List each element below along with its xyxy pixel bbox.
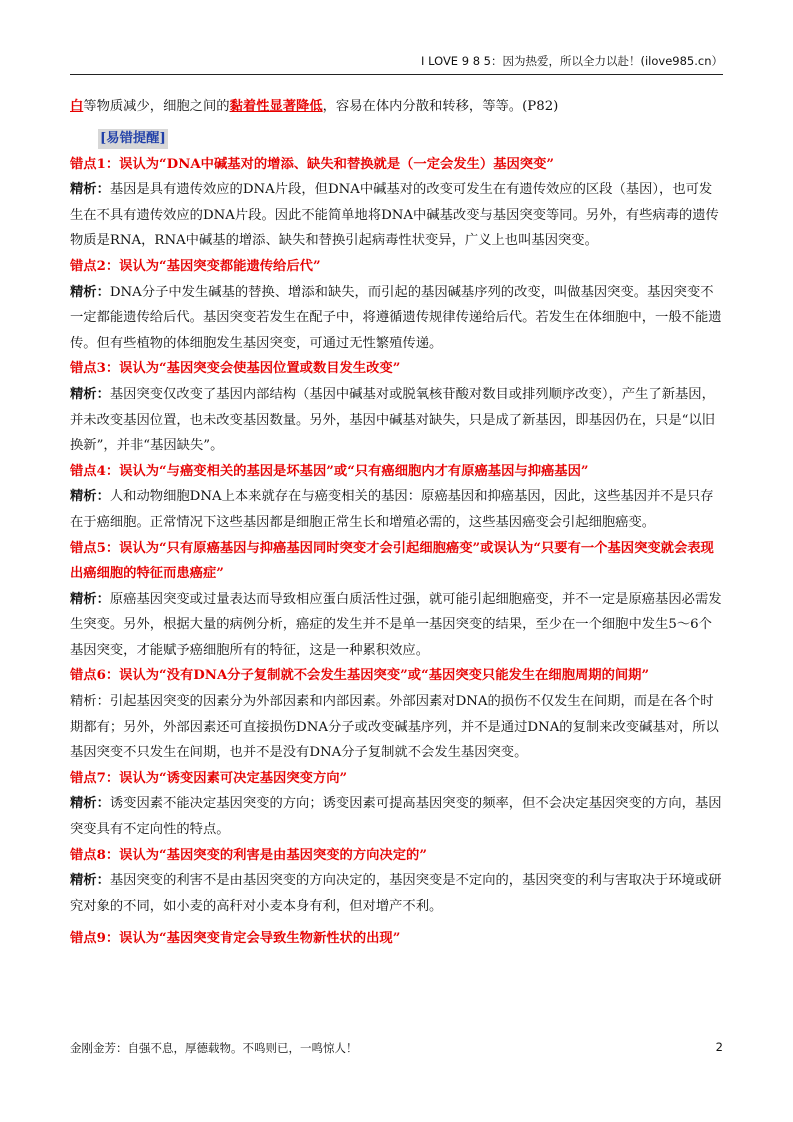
item-heading: 错点7：误认为“诱变因素可决定基因突变方向” [70,770,348,786]
item-label: 精析： [70,489,110,505]
item-label: 精析： [70,873,110,889]
item-label: 精析： [70,182,110,198]
footer-motto: 金刚金芳：自强不息，厚德载物。不鸣则已，一鸣惊人！ [70,1041,358,1055]
item-text: 基因突变仅改变了基因内部结构（基因中碱基对或脱氧核苷酸对数目或排列顺序改变），产生了新基因，并未改变基因位置，也未改变基因数量。另外，基因中碱基对缺失，只是成了新基因，即基因仍在，只是“以旧换新”，并非“基因缺失”。 [70,386,716,454]
intro-highlight-2: 黏着性显著降低 [229,99,323,114]
item-body [70,868,723,919]
item-text: DNA分子中发生碱基的替换、增添和缺失，而引起的基因碱基序列的改变，叫做基因突变。基因突变不一定都能遗传给后代。基因突变若发生在配子中，将遵循遗传规律传递给后代。若发生在体细胞中，一般不能遗传。但有些植物的体细胞发生基因突变，可通过无性繁殖传递。 [70,284,722,351]
intro-highlight-1: 白 [70,99,84,114]
item-text: 引起基因突变的因素分为外部因素和内部因素。外部因素对DNA的损伤不仅发生在间期，而是在各个时期都有；另外，外部因素还可直接损伤DNA分子或改变碱基序列，并不是通过DNA的复制来改变碱基对，所以基因突变不只发生在间期，也并不是没有DNA分子复制就不会发生基因突变。 [70,694,719,761]
item-label: 精析： [70,386,110,402]
item-body [70,791,723,842]
item-heading: 错点5：误认为“只有原癌基因与抑癌基因同时突变才会引起细胞癌变”或误认为“只要有一个基因突变就会表现出癌细胞的特征而患癌症” [70,540,714,582]
intro-paragraph [70,94,723,120]
item-body [70,587,723,664]
item-label: 精析： [70,284,110,300]
item-body [70,280,723,357]
item-label: 精析： [70,694,110,710]
item-text: 基因是具有遗传效应的DNA片段，但DNA中碱基对的改变可发生在有遗传效应的区段（基因），也可发生在不具有遗传效应的DNA片段。因此不能简单地将DNA中碱基改变与基因突变等同。另外，有些病毒的遗传物质是RNA，RNA中碱基的增添、缺失和替换引起病毒性状变异，广义上也叫基因突变。 [70,182,719,249]
item-body [70,382,723,459]
item-text: 诱变因素不能决定基因突变的方向；诱变因素可提高基因突变的频率，但不会决定基因突变的方向，基因突变具有不定向性的特点。 [70,796,722,838]
item-text: 原癌基因突变或过量表达而导致相应蛋白质活性过强，就可能引起细胞癌变，并不一定是原癌基因必需发生突变。另外，根据大量的病例分析，癌症的发生并不是单一基因突变的结果，至少在一个细胞中发生5～6个基因突变，才能赋予癌细胞所有的特征，这是一种累积效应。 [70,591,722,658]
item-heading: 错点3：误认为“基因突变会使基因位置或数目发生改变” [70,361,401,377]
page-footer [70,1040,723,1056]
item-heading: 错点8：误认为“基因突变的利害是由基因突变的方向决定的” [70,847,427,863]
page-number: 2 [715,1040,723,1054]
item-heading: 错点4：误认为“与癌变相关的基因是坏基因”或“只有癌细胞内才有原癌基因与抑癌基因” [70,463,589,479]
item-text: 人和动物细胞DNA上本来就存在与癌变相关的基因：原癌基因和抑癌基因，因此，这些基因并不是只存在于癌细胞。正常情况下这些基因都是细胞正常生长和增殖必需的，这些基因癌变会引起细胞癌变。 [70,489,714,530]
item-text: 基因突变的利害不是由基因突变的方向决定的，基因突变是不定向的，基因突变的利与害取决于环境或研究对象的不同，如小麦的高秆对小麦本身有利，但对增产不利。 [70,873,722,914]
item-heading: 错点1：误认为“DNA中碱基对的增添、缺失和替换就是（一定会发生）基因突变” [70,156,555,172]
item-heading: 错点6：误认为“没有DNA分子复制就不会发生基因突变”或“基因突变只能发生在细胞周期的间期” [70,668,650,684]
item-body [70,689,723,766]
header-text: I LOVE 9 8 5：因为热爱，所以全力以赴！(ilove985.cn） [421,54,723,68]
item-heading: 错点9：误认为“基因突变肯定会导致生物新性状的出现” [70,931,401,947]
item-body [70,484,723,535]
intro-text-1: 等物质减少，细胞之间的 [83,99,230,114]
item-label: 精析： [70,796,110,812]
item-heading: 错点2：误认为“基因突变都能遗传给后代” [70,258,321,274]
section-title: [易错提醒] [98,129,168,149]
item-body [70,177,723,254]
document-body [70,94,723,952]
item-label: 精析： [70,591,110,607]
intro-text-2: ，容易在体内分散和转移，等等。(P82) [322,99,559,114]
page-header [70,52,723,75]
